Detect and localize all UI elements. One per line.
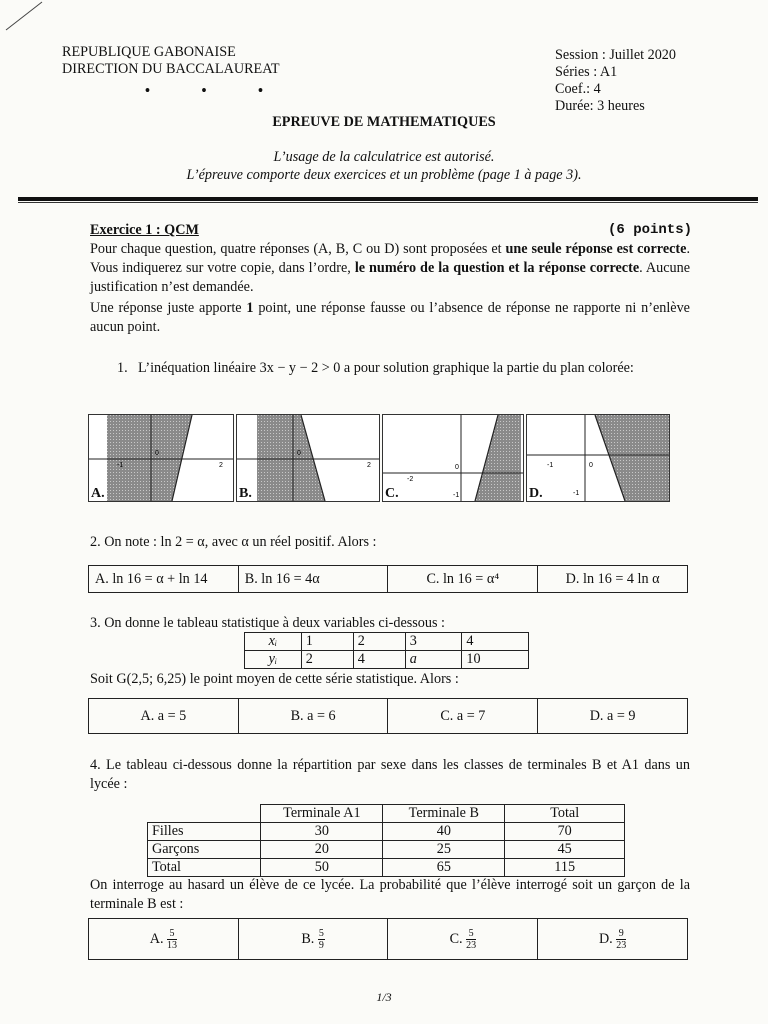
table-cell: 10 — [462, 651, 529, 669]
q1-number: 1. — [117, 360, 128, 376]
q3-after: Soit G(2,5; 6,25) le point moyen de cette série statistique. Alors : — [90, 671, 459, 687]
session: Session : Juillet 2020 — [555, 47, 676, 63]
corner-mark — [0, 0, 60, 40]
q4-options — [88, 918, 688, 960]
graph-a — [88, 414, 234, 502]
svg-text:0: 0 — [297, 450, 301, 457]
table-cell: 4 — [353, 651, 405, 669]
instruction-line-2: L’épreuve comporte deux exercices et un problème (page 1 à page 3). — [186, 167, 582, 183]
q3-stat-table — [244, 632, 529, 669]
table-cell: 65 — [383, 859, 505, 877]
svg-text:0: 0 — [155, 450, 159, 457]
q4-text: 4. Le tableau ci-dessous donne la répartition par sexe dans les classes de terminales B et A1 dans un lycée : — [90, 757, 690, 792]
table-cell: 1 — [301, 633, 353, 651]
graph-b-label: B. — [239, 486, 252, 501]
svg-text:2: 2 — [219, 462, 223, 469]
duree: Durée: 3 heures — [555, 98, 645, 114]
graph-b — [236, 414, 380, 502]
q2-option-b: B. ln 16 = 4α — [238, 566, 388, 593]
text-run: Pour chaque question, quatre réponses (A, B, C ou D) sont proposées et — [90, 241, 506, 257]
table-header: Terminale B — [383, 805, 505, 823]
table-row — [245, 651, 529, 669]
table-cell: a — [405, 651, 462, 669]
fraction — [318, 928, 325, 951]
direction-name: DIRECTION DU BACCALAUREAT — [62, 61, 280, 77]
table-cell: 4 — [462, 633, 529, 651]
fraction-den: 23 — [466, 939, 477, 951]
table-row — [148, 805, 625, 823]
q2-option-a: A. ln 16 = α + ln 14 — [89, 566, 239, 593]
graph-c-label: C. — [385, 486, 399, 501]
country-name: REPUBLIQUE GABONAISE — [62, 44, 236, 60]
coef: Coef.: 4 — [555, 81, 601, 97]
header-dots: • • • — [145, 83, 287, 99]
instructions — [0, 148, 768, 184]
header-right — [555, 47, 676, 115]
table-cell: Filles — [148, 823, 261, 841]
table-cell: 45 — [505, 841, 625, 859]
table-cell: xᵢ — [245, 633, 302, 651]
table-cell: 115 — [505, 859, 625, 877]
fraction-den: 13 — [167, 939, 178, 951]
fraction-den: 9 — [318, 939, 324, 951]
exercise-1-points: (6 points) — [608, 222, 693, 238]
q4-option-c — [388, 919, 538, 960]
table-cell: 70 — [505, 823, 625, 841]
q4-option-b — [238, 919, 388, 960]
text-run: Une réponse juste apporte — [90, 300, 247, 316]
instruction-line-1: L’usage de la calculatrice est autorisé. — [273, 149, 495, 165]
text-bold: 1 — [246, 300, 254, 316]
q3-option-d: D. a = 9 — [538, 699, 688, 734]
q4-after: On interroge au hasard un élève de ce lycée. La probabilité que l’élève interrogé soit un garçon de la terminale B est : — [90, 877, 690, 912]
svg-text:0: 0 — [589, 462, 593, 469]
q3-text: 3. On donne le tableau statistique à deux variables ci-dessous : — [90, 615, 445, 631]
table-cell: 3 — [405, 633, 462, 651]
graph-a-plot — [89, 415, 233, 501]
header-left — [62, 44, 280, 78]
page-number: 1/3 — [376, 990, 392, 1004]
option-label: C. — [449, 930, 463, 947]
series: Séries : A1 — [555, 64, 618, 80]
table-cell: 20 — [261, 841, 383, 859]
graph-c — [382, 414, 524, 502]
table-cell: 30 — [261, 823, 383, 841]
text-bold: le numéro de la question et la réponse correcte — [354, 260, 640, 276]
fraction — [167, 928, 177, 951]
q4-option-d — [538, 919, 688, 960]
q1-text: L’inéquation linéaire 3x − y − 2 > 0 a pour solution graphique la partie du plan colorée: — [138, 360, 634, 376]
exercise-1-scoring — [90, 299, 690, 337]
q2-option-d: D. ln 16 = 4 ln α — [538, 566, 688, 593]
exercise-1-instructions — [90, 240, 690, 297]
table-cell: 40 — [383, 823, 505, 841]
table-cell: 2 — [301, 651, 353, 669]
option-label: A. — [149, 930, 164, 947]
svg-text:-2: -2 — [407, 476, 414, 483]
fraction — [466, 928, 476, 951]
table-row — [148, 859, 625, 877]
table-cell: 50 — [261, 859, 383, 877]
fraction-num: 5 — [167, 928, 177, 940]
q2-text: 2. On note : ln 2 = α, avec α un réel positif. Alors : — [90, 534, 377, 550]
table-cell: 2 — [353, 633, 405, 651]
q3-option-a: A. a = 5 — [89, 699, 239, 734]
fraction-num: 5 — [318, 927, 324, 939]
fraction — [616, 928, 626, 951]
graph-d-plot — [527, 415, 669, 501]
svg-text:-1: -1 — [453, 492, 460, 499]
graph-d-label: D. — [529, 486, 543, 501]
table-header: Total — [505, 805, 625, 823]
exam-title: EPREUVE DE MATHEMATIQUES — [272, 114, 496, 130]
svg-text:-1: -1 — [117, 462, 124, 469]
text-run: . Vous indiquerez sur votre copie, dans l’ordre, — [90, 241, 690, 276]
fraction-num: 9 — [616, 928, 626, 940]
svg-text:-1: -1 — [547, 462, 554, 469]
fraction-den: 23 — [616, 939, 627, 951]
table-cell: Total — [148, 859, 261, 877]
svg-text:2: 2 — [367, 462, 371, 469]
q2-options — [88, 565, 688, 593]
q4-table — [147, 804, 625, 877]
text-bold: une seule réponse est correcte — [505, 241, 687, 257]
q3-option-b: B. a = 6 — [238, 699, 388, 734]
thick-rule — [18, 197, 758, 201]
thin-rule — [18, 202, 758, 203]
option-label: D. — [598, 930, 613, 947]
table-header: Terminale A1 — [261, 805, 383, 823]
graph-d — [526, 414, 670, 502]
graph-c-plot — [383, 415, 523, 501]
text-run: point, une réponse fausse ou l’absence de réponse ne rapporte ni n’enlève aucun point. — [90, 300, 690, 335]
table-row — [148, 841, 625, 859]
text-run: . Aucune justification n’est demandée. — [90, 260, 690, 295]
table-cell: yᵢ — [245, 651, 302, 669]
table-cell: Garçons — [148, 841, 261, 859]
table-cell — [148, 805, 261, 823]
svg-text:-1: -1 — [573, 490, 580, 497]
graph-a-label: A. — [91, 486, 105, 501]
svg-text:0: 0 — [455, 464, 459, 471]
graph-b-plot — [237, 415, 379, 501]
q2-option-c: C. ln 16 = α⁴ — [388, 566, 538, 593]
q3-option-c: C. a = 7 — [388, 699, 538, 734]
table-row — [245, 633, 529, 651]
table-row — [148, 823, 625, 841]
option-label: B. — [301, 930, 315, 947]
fraction-num: 5 — [466, 928, 476, 940]
exercise-1-title: Exercice 1 : QCM — [90, 222, 199, 238]
q3-options — [88, 698, 688, 734]
table-cell: 25 — [383, 841, 505, 859]
q4-option-a — [89, 919, 239, 960]
